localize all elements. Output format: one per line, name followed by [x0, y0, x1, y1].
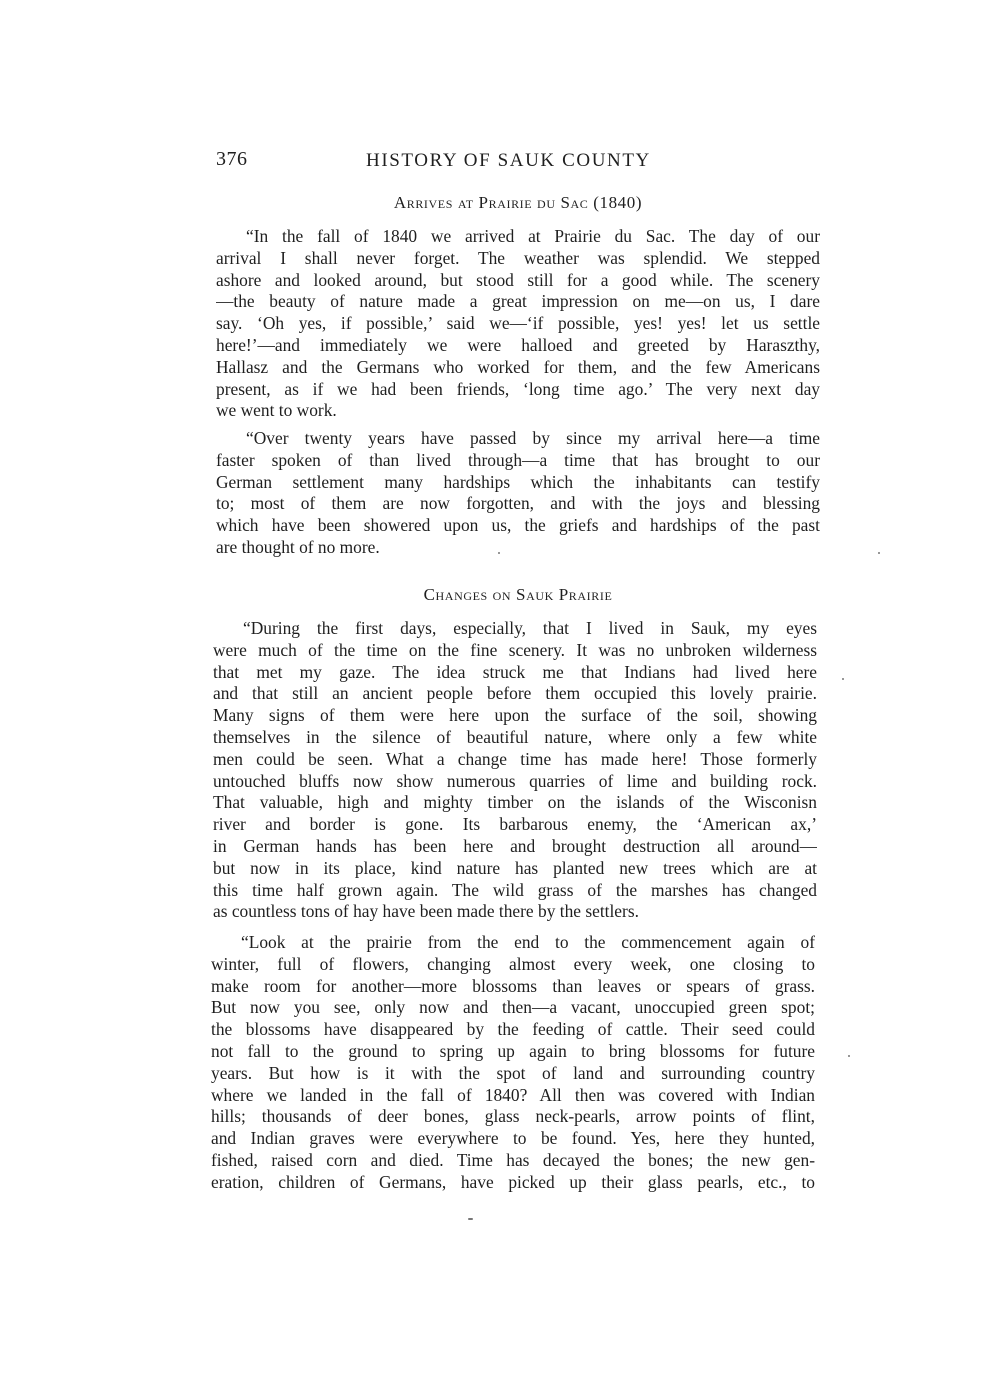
text-line: themselves in the silence of beautiful nature, where only a few white [213, 726, 817, 747]
book-title: HISTORY OF SAUK COUNTY [366, 150, 651, 171]
text-line: “During the first days, especially, that I lived in Sauk, my eyes [243, 618, 817, 638]
text-line: Many signs of them were here upon the surface of the soil, showing [213, 705, 817, 726]
text-line: which have been showered upon us, the griefs and hardships of the past [216, 515, 820, 536]
text-line: not fall to the ground to spring up again to bring blossoms for future [211, 1040, 815, 1061]
text-line: were much of the time on the fine scenery. It was no unbroken wilderness [213, 639, 817, 660]
text-line: we went to work. [216, 400, 337, 421]
text-line: and that still an ancient people before them occupied this lovely prairie. [213, 683, 817, 704]
text-line: hills; thousands of deer bones, glass neck-pearls, arrow points of flint, [211, 1106, 815, 1127]
text-line: to; most of them are now forgotten, and with the joys and blessing [216, 493, 820, 514]
text-line: That valuable, high and mighty timber on the islands of the Wisconisn [213, 792, 817, 813]
text-line: ashore and looked around, but stood still for a good while. The scenery [216, 269, 820, 290]
text-line: years. But how is it with the spot of land and surrounding country [211, 1062, 815, 1083]
text-line: in German hands has been here and brought destruction all around— [213, 835, 817, 856]
scan-speck [848, 1055, 850, 1057]
scan-speck [878, 552, 880, 554]
paragraph [213, 618, 817, 923]
text-line: arrival I shall never forget. The weather was splendid. We stepped [216, 247, 820, 268]
text-line: winter, full of flowers, changing almost every week, one closing to [211, 953, 815, 974]
text-line: eration, children of Germans, have picked up their glass pearls, etc., to [211, 1171, 815, 1192]
scan-speck [468, 1218, 473, 1220]
section-heading-changes: Changes on Sauk Prairie [423, 585, 613, 604]
text-line: this time half grown again. The wild grass of the marshes has changed [213, 879, 817, 900]
running-head [216, 148, 820, 176]
page-number: 376 [216, 148, 248, 170]
text-line: where we landed in the fall of 1840? All then was covered with Indian [211, 1084, 815, 1105]
paragraph [211, 932, 815, 1194]
text-line: river and border is gone. Its barbarous enemy, the ‘American ax,’ [213, 814, 817, 835]
text-line: here!’—and immediately we were halloed and greeted by Haraszthy, [216, 334, 820, 355]
text-line: present, as if we had been friends, ‘long time ago.’ The very next day [216, 378, 820, 399]
text-line: men could be seen. What a change time has made here! Those formerly [213, 748, 817, 769]
text-line: the blossoms have disappeared by the feeding of cattle. Their seed could [211, 1019, 815, 1040]
paragraph [216, 226, 820, 422]
text-line: “Over twenty years have passed by since my arrival here—a time [246, 428, 820, 448]
text-line: But now you see, only now and then—a vacant, unoccupied green spot; [211, 997, 815, 1018]
scan-speck [842, 678, 844, 680]
paragraph [216, 428, 820, 559]
text-line: but now in its place, kind nature has planted new trees which are at [213, 857, 817, 878]
text-line: make room for another—more blossoms than leaves or spears of grass. [211, 975, 815, 996]
text-line: that met my gaze. The idea struck me that Indians had lived here [213, 661, 817, 682]
text-line: “In the fall of 1840 we arrived at Prairie du Sac. The day of our [246, 226, 820, 246]
text-line: Hallasz and the Germans who worked for them, and the few Americans [216, 356, 820, 377]
text-line: fished, raised corn and died. Time has decayed the bones; the new gen- [211, 1149, 815, 1170]
text-line: “Look at the prairie from the end to the commencement again of [241, 932, 815, 952]
text-line: as countless tons of hay have been made there by the settlers. [213, 901, 639, 922]
text-line: untouched bluffs now show numerous quarries of lime and building rock. [213, 770, 817, 791]
text-line: German settlement many hardships which the inhabitants can testify [216, 471, 820, 492]
section-heading-arrives: Arrives at Prairie du Sac (1840) [393, 193, 643, 212]
text-line: —the beauty of nature made a great impression on me—on us, I dare [216, 291, 820, 312]
text-line: and Indian graves were everywhere to be found. Yes, here they hunted, [211, 1128, 815, 1149]
scan-speck [498, 552, 500, 554]
text-line: are thought of no more. [216, 536, 380, 557]
text-line: faster spoken of than lived through—a time that has brought to our [216, 449, 820, 470]
text-line: say. ‘Oh yes, if possible,’ said we—‘if possible, yes! yes! let us settle [216, 313, 820, 334]
